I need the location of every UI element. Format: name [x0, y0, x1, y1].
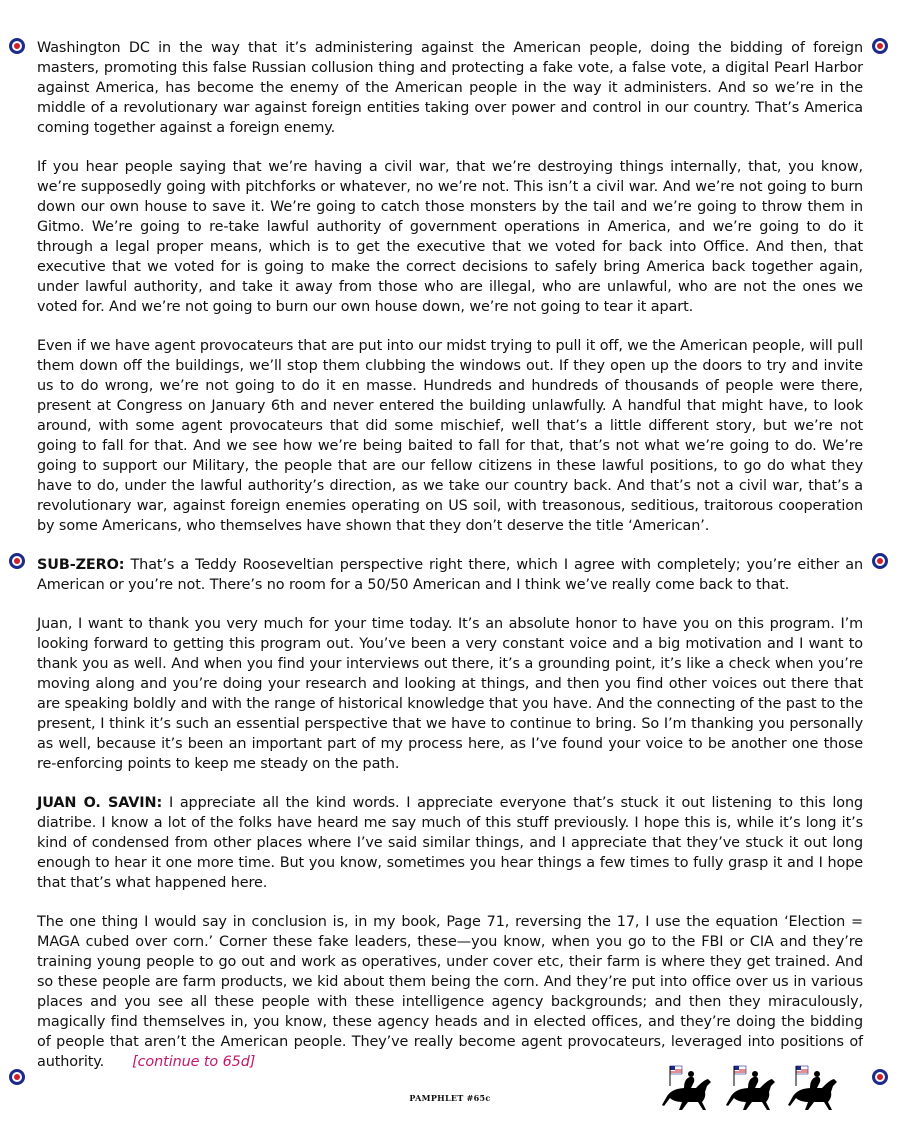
- paragraph-text: I appreciate all the kind words. I appreciate everyone that’s stuck it out listening to this long diatribe. I know a lot of the folks have heard me say much of this stuff previously. I hope this is, while it’s long it’s kind of condensed from other places where I’ve said similar things, and I appreciate that they’ve stuck it out long enough to hear it one more time. But you know, sometimes you hear things a few times to fully grasp it and I hope that that’s what happened here.: [37, 795, 863, 891]
- roundel-target-icon: [872, 553, 888, 569]
- paragraph-text: If you hear people saying that we’re having a civil war, that we’re destroying things internally, that, you know, we’re supposedly going with pitchforks or whatever, no we’re not. This isn’t a civil war. And we’re not going to burn down our own house to save it. We’re going to catch those monsters by the tail and we’re going to throw them in Gitmo. We’re going to re-take lawful authority of government operations in America, and we’re going to do it through a legal proper means, which is to get the executive that we voted for back into Office. And then, that executive that we voted for is going to make the correct decisions to safely bring America back together again, under lawful authority, and take it away from those who are illegal, who are unlawful, who are not the ones we voted for. And we’re not going to burn our own house down, we’re not going to tear it apart.: [37, 159, 863, 315]
- horse-rider-with-flag-icon: [724, 1064, 780, 1114]
- document-body: [37, 38, 863, 1072]
- paragraph-text: Juan, I want to thank you very much for your time today. It’s an absolute honor to have you on this program. I’m looking forward to getting this program out. You’ve been a very constant voice and a big motivation and I want to thank you as well. And when you find your interviews out there, it’s a grounding point, it’s like a check when you’re moving along and you’re doing your research and looking at things, and then you find other voices out there that are speaking boldly and with the range of historical knowledge that you have. And the connecting of the past to the present, I think it’s such an essential perspective that we have to continue to bring. So I’m thanking you personally as well, because it’s been an important part of my process here, as I’ve found your voice to be another one those re-enforcing points to keep me steady on the path.: [37, 616, 863, 772]
- pamphlet-number: PAMPHLET #65c: [409, 1093, 491, 1103]
- speaker-label: SUB-ZERO:: [37, 557, 125, 573]
- continue-link[interactable]: [continue to 65d]: [132, 1054, 256, 1070]
- roundel-target-icon: [9, 553, 25, 569]
- paragraph-text: The one thing I would say in conclusion is, in my book, Page 71, reversing the 17, I use the equation ‘Election = MAGA cubed over corn.’ Corner these fake leaders, these—you know, when you go to the FBI or CIA and they’re training young people to go out and work as operatives, under cover etc, their farm is where they get trained. And so these people are farm products, we kid about them being the corn. And they’re put into office over us in various places and you see all these people with these intelligence agency backgrounds; and then they miraculously, magically find themselves in, you know, these agency heads and in elected offices, and they’re doing the bidding of people that aren’t the American people. They’ve really become agent provocateurs, leveraged into positions of authority.: [37, 914, 863, 1070]
- roundel-target-icon: [872, 38, 888, 54]
- horse-rider-with-flag-icon: [660, 1064, 716, 1114]
- paragraph-4: [37, 555, 863, 595]
- roundel-target-icon: [872, 1069, 888, 1085]
- paragraph-text: Even if we have agent provocateurs that are put into our midst trying to pull it off, we the American people, will pull them down off the buildings, we’ll stop them clubbing the windows out. If they open up the doors to try and invite us to do wrong, we’re not going to do it en masse. Hundreds and hundreds of thousands of people were there, present at Congress on January 6th and never entered the building unlawfully. A handful that might have, to look around, with some agent provocateurs that did some mischief, well that’s a little different story, but we’re not going to fall for that. And we see how we’re being baited to fall for that, that’s not what we’re going to do. We’re going to support our Military, the people that are our fellow citizens in these lawful positions, to go do what they have to do, under the lawful authority’s direction, as we take our country back. And that’s not a civil war, that’s a revolutionary war, against foreign enemies operating on US soil, with treasonous, seditious, traitorous cooperation by some Americans, who themselves have shown that they don’t deserve the title ‘American’.: [37, 338, 863, 534]
- horse-rider-with-flag-icon: [786, 1064, 842, 1114]
- roundel-target-icon: [9, 38, 25, 54]
- paragraph-1: [37, 38, 863, 138]
- paragraph-7: [37, 912, 863, 1072]
- paragraph-text: Washington DC in the way that it’s administering against the American people, doing the bidding of foreign masters, promoting this false Russian collusion thing and protecting a fake vote, a false vote, a digital Pearl Harbor against America, has become the enemy of the American people in the way it administers. And so we’re in the middle of a revolutionary war against foreign entities taking over power and control in our country. That’s America coming together against a foreign enemy.: [37, 40, 863, 136]
- rider-decorations: [660, 1064, 840, 1114]
- paragraph-5: [37, 614, 863, 774]
- paragraph-2: [37, 157, 863, 317]
- paragraph-text: That’s a Teddy Rooseveltian perspective right there, which I agree with completely; you’re either an American or you’re not. There’s no room for a 50/50 American and I think we’ve really come back to that.: [37, 557, 863, 593]
- paragraph-3: [37, 336, 863, 536]
- paragraph-6: [37, 793, 863, 893]
- speaker-label: JUAN O. SAVIN:: [37, 795, 163, 811]
- roundel-target-icon: [9, 1069, 25, 1085]
